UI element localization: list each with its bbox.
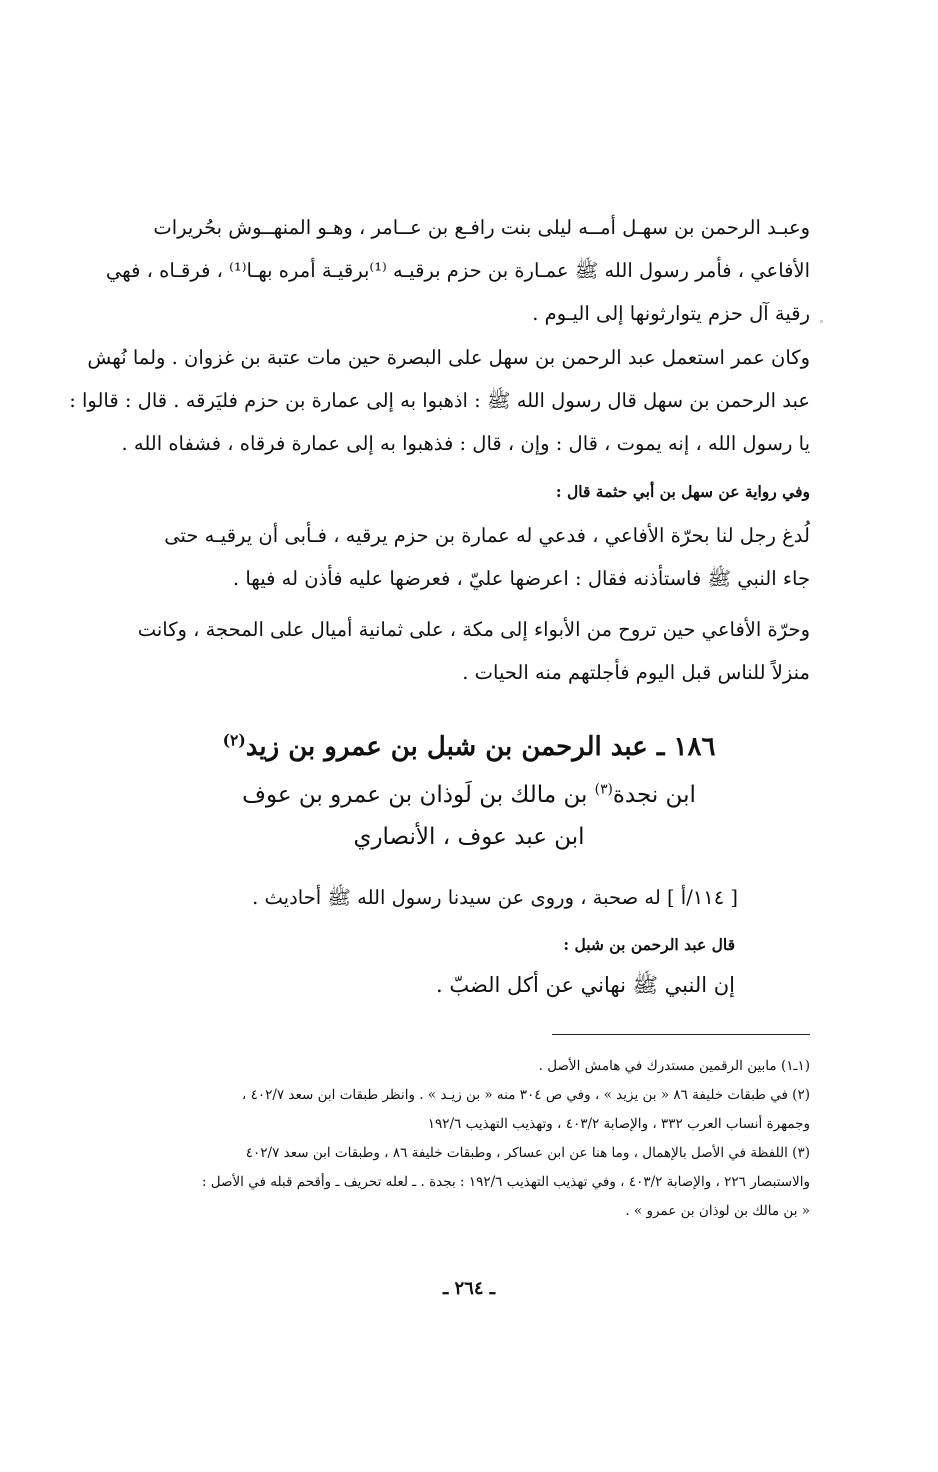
bio-line: [ ١١٤/أ ] له صحبة ، وروى عن سيدنا رسول الله ﷺ أحاديث . [252,886,738,909]
lineage-text: بن مالك بن لَوذان بن عمرو بن عوف [242,782,595,808]
paragraph-3 [128,514,810,600]
paragraph-line: رقية آل حزم يتوارثونها إلى اليـوم . [532,302,810,325]
entry-lineage-line-1 [0,775,938,815]
paragraph-line: وحرّة الأفاعي حين تروح من الأبواء إلى مكة ، على ثمانية أميال على المحجة ، وكانت [137,618,810,641]
lineage-text: ابن نجدة [612,782,696,808]
paragraph-line: عبد الرحمن بن سهل قال رسول الله ﷺ : اذهبوا به إلى عمارة بن حزم فليَرقه . قال : قالوا : [69,389,810,412]
footnote-ref: (٣) [594,781,613,798]
footnote-line: والاستبصار ٢٢٦ ، والإصابة ٤٠٣/٢ ، وفي تهذيب التهذيب ١٩٢/٦ : بجدة . ـ لعله تحريف ـ وأقحم قبله في الأصل : [201,1174,810,1190]
paragraph-line: جاء النبي ﷺ فاستأذنه فقال : اعرضها عليّ ، فعرضها عليه فأذن له فيها . [232,567,810,590]
paragraph-line: منزلاً للناس قبل اليوم فأجلتهم منه الحيات . [462,661,810,684]
footnote-line: (١ـ١) مابين الرقمين مستدرك في هامش الأصل . [538,1058,810,1074]
footnotes [122,1052,810,1226]
page-number: ـ ٢٦٤ ـ [442,1278,496,1299]
footnote-line: « بن مالك بن لوذان بن عمرو » . [625,1203,810,1219]
paragraph-1 [105,206,810,335]
paragraph-line: وكان عمر استعمل عبد الرحمن بن سهل على البصرة حين مات عتبة بن غزوان . ولما نُهش [87,346,810,369]
footnote-line: (٣) اللفظة في الأصل بالإهمال ، وما هنا عن ابن عساكر ، وطبقات خليفة ٨٦ ، وطبقات ابن سعد ٤٠٢/٧ [245,1145,810,1161]
footnote-line: (٢) في طبقات خليفة ٨٦ « بن يزيد » ، وفي ص ٣٠٤ منه « بن زيـد » . وانظر طبقات ابن سعد ٤٠٢/٧ ، [241,1087,810,1103]
entry-title-text: ١٨٦ ـ عبد الرحمن بن شبل بن عمرو بن زيد [245,732,716,762]
entry-bio [138,876,738,919]
scan-speck [820,320,823,323]
paragraph-4 [128,608,810,694]
footnote-divider [552,1034,810,1035]
paragraph-line: وعبـد الرحمن بن سهـل أمــه ليلى بنت رافـع بن عــامر ، وهـو المنهــوش بحُريرات [153,216,810,239]
narration-heading: قال عبد الرحمن بن شبل : [563,935,735,954]
entry-lineage-line-2: ابن عبد عوف ، الأنصاري [353,824,585,850]
paragraph-line: يا رسول الله ، إنه يموت ، قال : وإن ، قال : فذهبوا به إلى عمارة فرقاه ، فشفاه الله . [121,432,810,455]
paragraph-2 [69,336,810,465]
entry-title [0,727,938,767]
paragraph-line: الأفاعي ، فأمر رسول الله ﷺ عمـارة بن حزم برقيـه ⁽¹⁾برقيـة أمره بهـا⁽¹⁾ ، فرقـاه ، فهي [105,259,810,282]
narration-heading: وفي رواية عن سهل بن أبي حثمة قال : [555,482,810,501]
footnote-ref: (٢) [222,730,246,750]
footnote-line: وجمهرة أنساب العرب ٣٣٢ ، والإصابة ٤٠٣/٢ ، وتهذيب التهذيب ١٩٢/٦ [427,1116,810,1132]
paragraph-line: لُدغ رجل لنا بحرّة الأفاعي ، فدعي له عمارة بن حزم يرقيه ، فـأبى أن يرقيـه حتى [164,524,810,547]
hadith-text [135,964,735,1007]
hadith-line: إن النبي ﷺ نهاني عن أكل الضبّ . [435,973,735,997]
